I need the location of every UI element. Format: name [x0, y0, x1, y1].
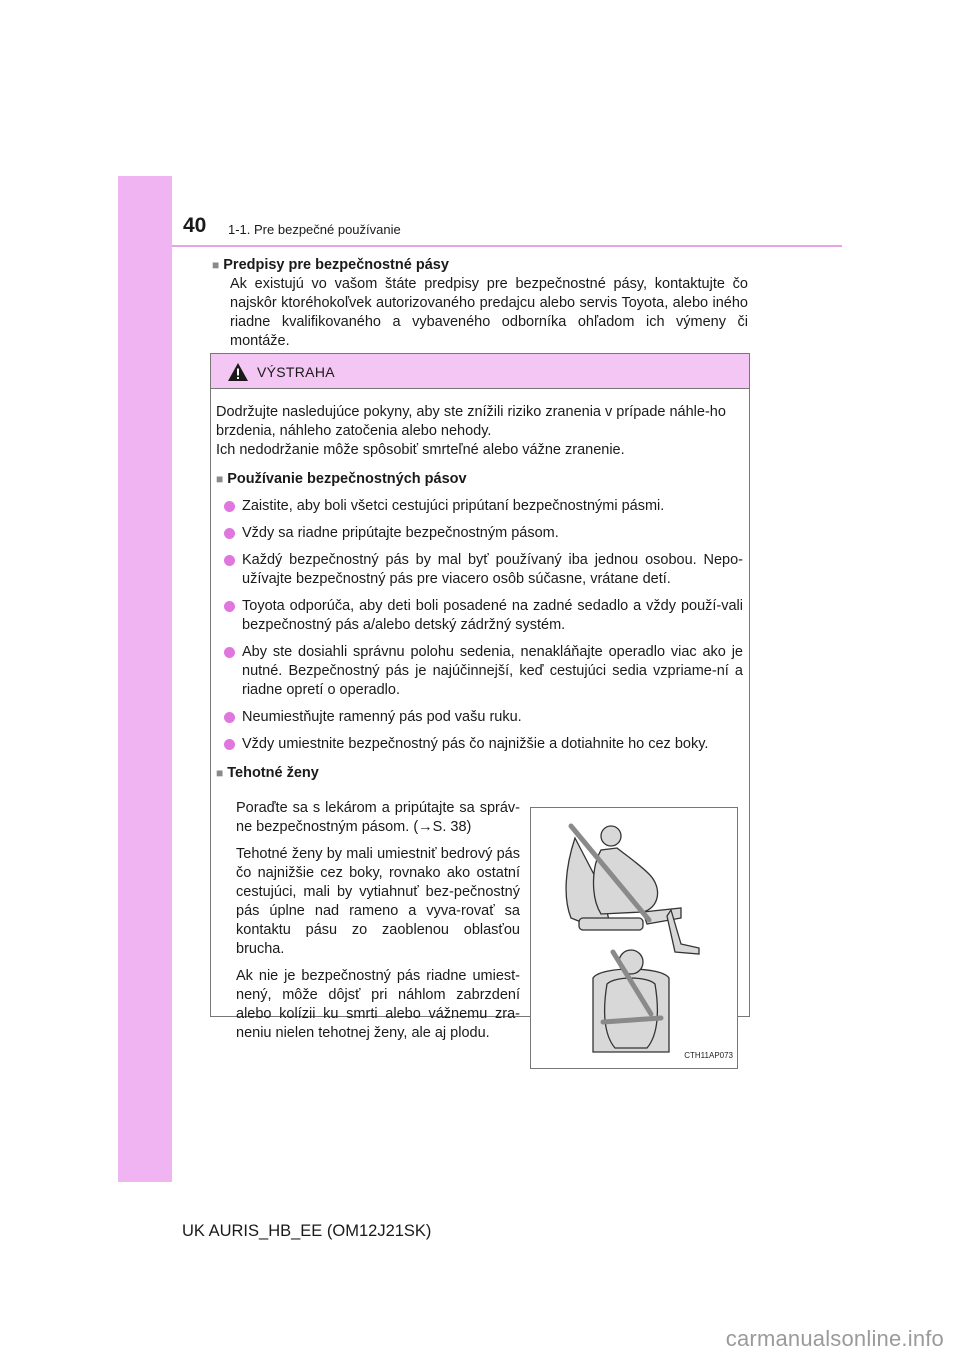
- square-bullet-icon: ■: [216, 766, 224, 780]
- warning-header: [211, 354, 749, 389]
- warning-body: [211, 389, 749, 1060]
- pregnant-paragraph-2: Tehotné ženy by mali umiestniť bedrový pás čo najnižšie cez boky, rovnako ako ostatní cestujúci, mali by vytiahnuť bez-pečnostný pás úplne nad rameno a vyva-rovať sa kontaktu pásu zo zaoblenou oblasťou brucha.: [236, 846, 520, 957]
- bullet-dot-icon: [224, 501, 235, 512]
- usage-heading: ■ Používanie bezpečnostných pásov: [216, 471, 467, 487]
- document-code: UK AURIS_HB_EE (OM12J21SK): [182, 1222, 432, 1240]
- pregnant-seatbelt-drawing: [531, 808, 737, 1054]
- pregnant-paragraph-1: Poraďte sa s lekárom a pripútajte sa správ-ne bezpečnostným pásom. (→S. 38): [236, 800, 520, 835]
- list-item: Vždy sa riadne pripútajte bezpečnostným pásom.: [216, 524, 743, 543]
- warning-title: VÝSTRAHA: [257, 364, 335, 380]
- watermark: carmanualsonline.info: [725, 1326, 944, 1351]
- intro-heading: ■ Predpisy pre bezpečnostné pásy: [212, 257, 449, 273]
- bullet-dot-icon: [224, 555, 235, 566]
- pregnant-paragraph-3: Ak nie je bezpečnostný pás riadne umiest-nený, môže dôjsť pri náhlom zabrzdení alebo kolízii ku smrti alebo vážnemu zra-neniu nielen tehotnej ženy, ale aj plodu.: [236, 968, 520, 1041]
- warning-lead-2: Ich nedodržanie môže spôsobiť smrteľné alebo vážne zranenie.: [216, 442, 625, 458]
- list-item: Toyota odporúča, aby deti boli posadené na zadné sedadlo a vždy použí-vali bezpečnostný pás a/alebo detský zádržný systém.: [216, 597, 743, 635]
- side-tab-strip: [118, 176, 172, 1182]
- list-item: Aby ste dosiahli správnu polohu sedenia, nenakláňajte operadlo viac ako je nutné. Bezpečnostný pás je najúčinnejší, keď cestujúci sedia vzpriame-ní a riadne opretí o operadlo.: [216, 643, 743, 700]
- bullet-dot-icon: [224, 712, 235, 723]
- list-item: Každý bezpečnostný pás by mal byť používaný iba jednou osobou. Nepo-užívajte bezpečnostný pás pre viacero osôb súčasne, vrátane detí.: [216, 551, 743, 589]
- intro-body: Ak existujú vo vašom štáte predpisy pre bezpečnostné pásy, kontaktujte čo najskôr ktoréhokoľvek autorizovaného predajcu alebo servis Toyota, alebo iného riadne kvalifikovaného a vybaveného odborníka ohľadom ich výmeny či montáže.: [230, 276, 748, 349]
- square-bullet-icon: ■: [212, 258, 220, 272]
- intro-section: [212, 256, 748, 351]
- list-item: Neumiestňujte ramenný pás pod vašu ruku.: [216, 708, 743, 727]
- bullet-dot-icon: [224, 739, 235, 750]
- bullet-dot-icon: [224, 647, 235, 658]
- warning-lead: Dodržujte nasledujúce pokyny, aby ste znížili riziko zranenia v prípade náhle-ho brzdenia, náhleho zatočenia alebo nehody.: [216, 404, 726, 439]
- list-item: Zaistite, aby boli všetci cestujúci pripútaní bezpečnostnými pásmi.: [216, 497, 743, 516]
- header-divider: [172, 245, 842, 247]
- bullet-dot-icon: [224, 528, 235, 539]
- warning-triangle-icon: [227, 362, 249, 382]
- list-item: Vždy umiestnite bezpečnostný pás čo najnižšie a dotiahnite ho cez boky.: [216, 735, 743, 754]
- page-number: 40: [183, 214, 207, 237]
- seatbelt-illustration: [530, 807, 738, 1069]
- square-bullet-icon: ■: [216, 472, 224, 486]
- illustration-code: CTH11AP073: [684, 1051, 733, 1060]
- pregnant-heading: ■ Tehotné ženy: [216, 765, 319, 781]
- section-title: 1-1. Pre bezpečné používanie: [228, 222, 401, 237]
- bullet-dot-icon: [224, 601, 235, 612]
- pregnant-text: [236, 799, 520, 1051]
- warning-box: [210, 353, 750, 1060]
